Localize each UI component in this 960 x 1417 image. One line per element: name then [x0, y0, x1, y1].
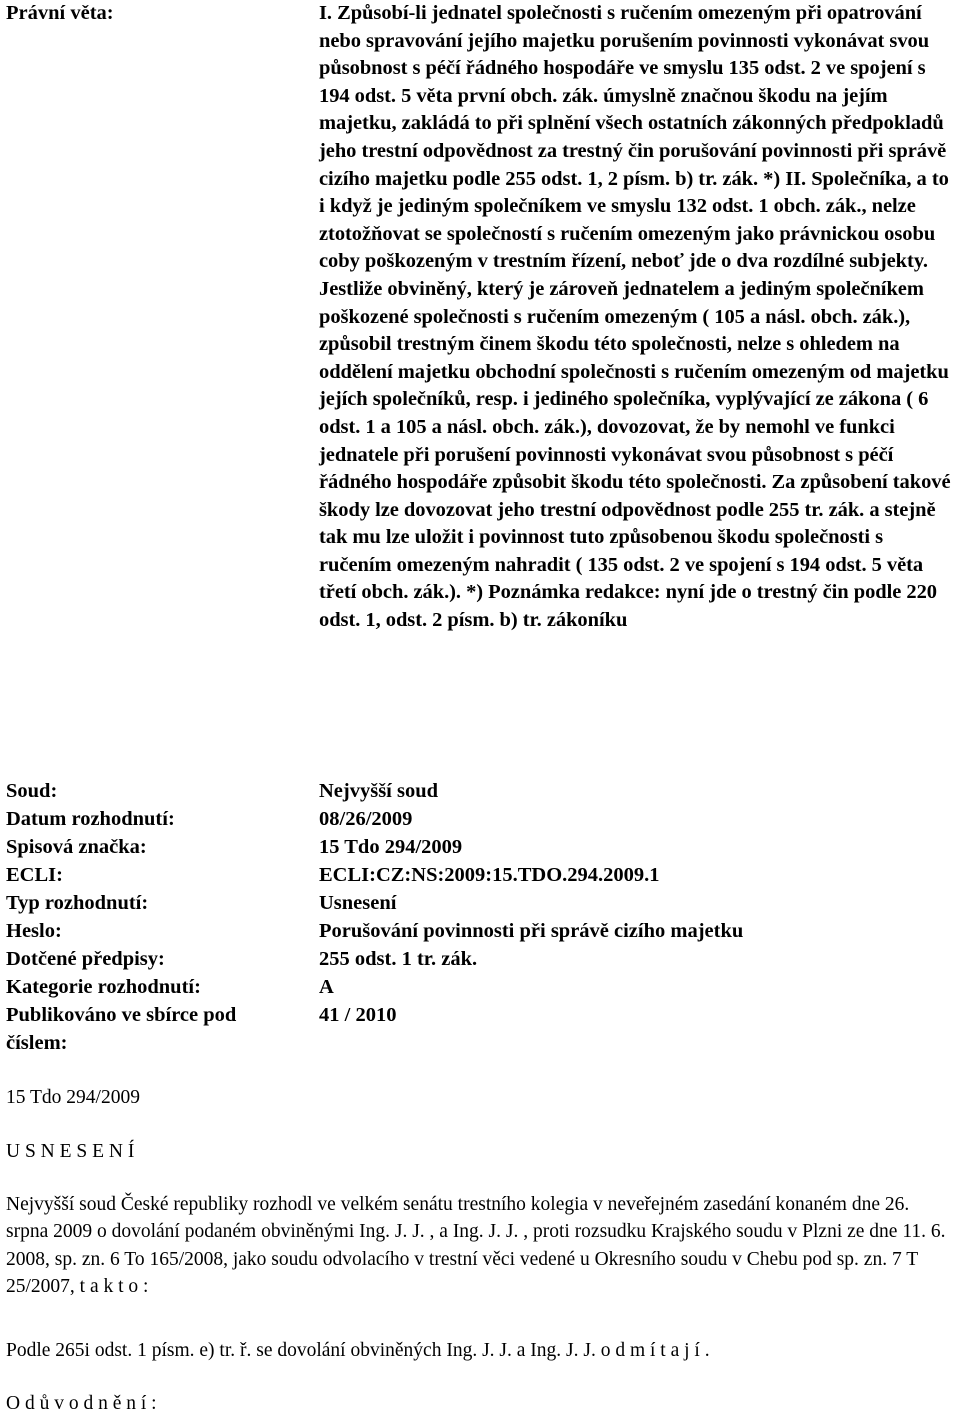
- meta-keyword-value: Porušování povinnosti při správě cizího majetku: [319, 920, 744, 942]
- meta-ecli-value: ECLI:CZ:NS:2009:15.TDO.294.2009.1: [319, 864, 660, 886]
- legal-sentence-label: Právní věta:: [6, 2, 114, 24]
- meta-published-label: Publikováno ve sbírce pod číslem:: [6, 1004, 237, 1054]
- legal-sentence-text: I. Způsobí-li jednatel společnosti s ručením omezeným při opatrování nebo spravování jejího majetku porušením povinnosti vykonávat svou působnost s péčí řádného hospodáře ve smyslu 135 odst. 2 ve spojení s 194 odst. 5 věta první obch. zák. úmyslně značnou škodu na jejím majetku, zakládá to při splnění všech ostatních zákonných předpokladů jeho trestní odpovědnost za trestný čin porušování povinnosti při správě cizího majetku podle 255 odst. 1, 2 písm. b) tr. zák. *) II. Společníka, a to i když je jediným společníkem ve smyslu 132 odst. 1 obch. zák., nelze ztotožňovat se společností s ručením omezeným jako právnickou osobu coby poškozeným v trestním řízení, neboť jde o dva rozdílné subjekty. Jestliže obviněný, který je zároveň jednatelem a jediným společníkem poškozené společnosti s ručením omezeným ( 105 a násl. obch. zák.), způsobil trestným činem škodu této společnosti, nelze s ohledem na oddělení majetku obchodní společnosti s ručením omezeným od majetku jejích společníků, resp. i jediného společníka, vyplývající ze zákona ( 6 odst. 1 a 105 a násl. obch. zák.), dovozovat, že by nemohl ve funkci jednatele při porušení povinnosti vykonávat svou působnost s péčí řádného hospodáře způsobit škodu této společnosti. Za způsobení takové škody lze dovozovat jeho trestní odpovědnost podle 255 tr. zák. a stejně tak mu lze uložit i povinnost tuto způsobenou škodu společnosti s ručením omezeným nahradit ( 135 odst. 2 ve spojení s 194 odst. 5 věta třetí obch. zák.). *) Poznámka redakce: nyní jde o trestný čin podle 220 odst. 1, odst. 2 písm. b) tr. zákoníku: [319, 2, 951, 632]
- case-number: 15 Tdo 294/2009: [6, 1087, 140, 1108]
- meta-keyword-label: Heslo:: [6, 920, 62, 942]
- meta-category-value: A: [319, 976, 334, 998]
- meta-published-value: 41 / 2010: [319, 1004, 397, 1026]
- meta-date-label: Datum rozhodnutí:: [6, 808, 175, 830]
- meta-court-value: Nejvyšší soud: [319, 780, 439, 802]
- meta-file-number-label: Spisová značka:: [6, 836, 147, 858]
- meta-category-label: Kategorie rozhodnutí:: [6, 976, 201, 998]
- meta-date-value: 08/26/2009: [319, 808, 413, 830]
- meta-decision-type-value: Usnesení: [319, 892, 397, 914]
- resolution-heading: U S N E S E N Í: [6, 1141, 135, 1162]
- meta-decision-type-label: Typ rozhodnutí:: [6, 892, 149, 914]
- meta-court-label: Soud:: [6, 780, 58, 802]
- meta-file-number-value: 15 Tdo 294/2009: [319, 836, 463, 858]
- meta-ecli-label: ECLI:: [6, 864, 63, 886]
- meta-regulations-value: 255 odst. 1 tr. zák.: [319, 948, 478, 970]
- resolution-ruling: Podle 265i odst. 1 písm. e) tr. ř. se dovolání obviněných Ing. J. J. a Ing. J. J. o d m í t a j í .: [6, 1340, 710, 1361]
- reasons-heading: O d ů v o d n ě n í :: [6, 1393, 157, 1414]
- meta-regulations-label: Dotčené předpisy:: [6, 948, 165, 970]
- resolution-intro: Nejvyšší soud České republiky rozhodl ve velkém senátu trestního kolegia v neveřejném zasedání konaném dne 26. srpna 2009 o dovolání podaném obviněnými Ing. J. J. , a Ing. J. J. , proti rozsudku Krajského soudu v Plzni ze dne 11. 6. 2008, sp. zn. 6 To 165/2008, jako soudu odvolacího v trestní věci vedené u Okresního soudu v Chebu pod sp. zn. 7 T 25/2007, t a k t o :: [6, 1194, 946, 1298]
